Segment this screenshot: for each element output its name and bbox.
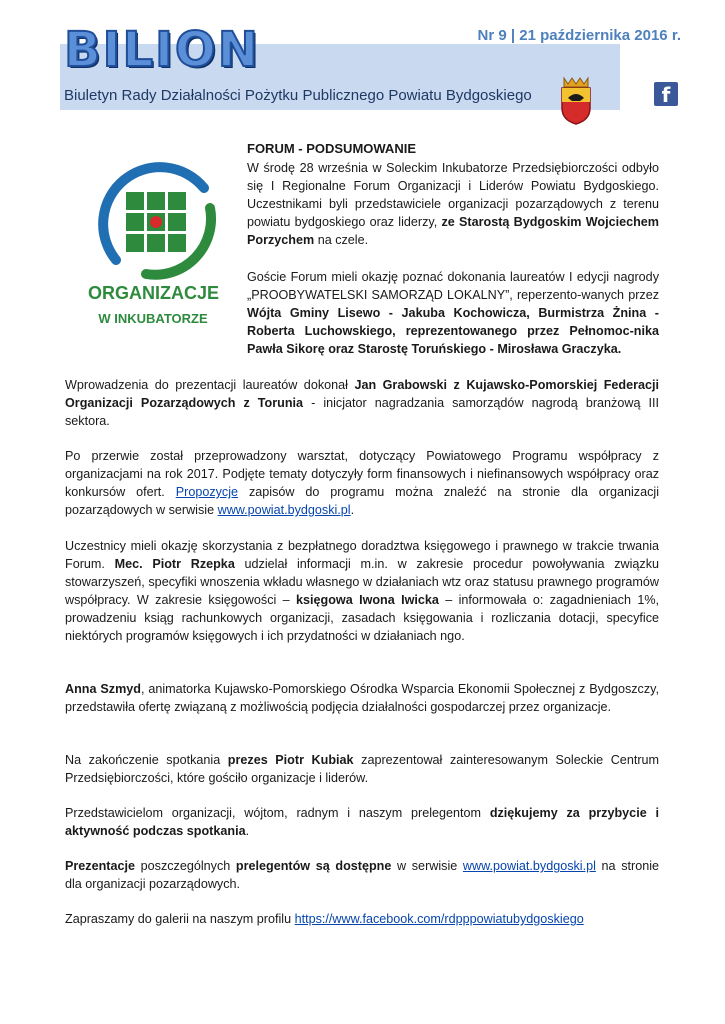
powiat-website-link-2[interactable]: www.powiat.bydgoski.pl bbox=[462, 859, 596, 873]
facebook-profile-link[interactable]: https://www.facebook.com/rdpppowiatubydgoskiego bbox=[294, 912, 584, 926]
paragraph-workshop: Po przerwie został przeprowadzony warsztat, dotyczący Powiatowego Programu współpracy z organizacjami na rok 2017. Podjęte tematy dotyczyły form finansowych i niefinansowych współpracy oraz konkursów ofert. Propozycje zapisów do programu można znaleźć na stronie dla organizacji pozarządowych w serwisie www.powiat.bydgoski.pl. bbox=[65, 449, 659, 517]
paragraph-thanks: Przedstawicielom organizacji, wójtom, radnym i naszym prelegentom dziękujemy za przybycie i aktywność podczas spotkania. bbox=[65, 806, 659, 838]
paragraph-forum-intro: W środę 28 września w Soleckim Inkubatorze Przedsiębiorczości odbyło się I Regionalne Forum Organizacji i Liderów Powiatu Bydgoskiego. Uczestnikami byli przedstawiciele organizacji pozarządowych z terenu powiatu bydgoskiego oraz liderzy, ze Starostą Bydgoskim Wojciechem Porzychem na czele. bbox=[247, 161, 659, 247]
paragraph-advisory: Uczestnicy mieli okazję skorzystania z bezpłatnego doradztwa księgowego i prawnego w trakcie trwania Forum. Mec. Piotr Rzepka udzielał informacji m.in. w zakresie procedur powoływania związku stowarzyszeń, specyfiki wnoszenia wkładu własnego w działaniach wtz oraz statusu prawnego programów współpracy. W zakresie księgowości – księgowa Iwona Iwicka – informowała o: zagadnieniach 1%, prowadzeniu ksiąg rachunkowych organizacji, zasadach księgowania i rozliczania dotacji, specyfice niektórych programów księgowych i ich przydatności w działaniach ngo. bbox=[65, 539, 660, 643]
paragraph-gallery: Zapraszamy do galerii na naszym profilu https://www.facebook.com/rdpppowiatubydgoskiego bbox=[65, 912, 584, 926]
paragraph-anna-szmyd: Anna Szmyd, animatorka Kujawsko-Pomorskiego Ośrodka Wsparcia Ekonomii Społecznej z Bydgoszczy, przedstawiła ofertę związaną z możliwością podjęcia działalności gospodarczej przez organizacje. bbox=[65, 682, 659, 714]
facebook-icon[interactable]: f bbox=[654, 82, 678, 106]
organizacje-logo-icon bbox=[86, 150, 226, 290]
paragraph-closing: Na zakończenie spotkania prezes Piotr Kubiak zaprezentował zainteresowanym Soleckie Centrum Przedsiębiorczości, które gościło organizacje i liderów. bbox=[65, 753, 660, 785]
bulletin-subtitle: Biuletyn Rady Działalności Pożytku Publicznego Powiatu Bydgoskiego bbox=[64, 87, 532, 104]
brand-title: BILION bbox=[64, 22, 260, 78]
paragraph-introduction: Wprowadzenia do prezentacji laureatów dokonał Jan Grabowski z Kujawsko-Pomorskiej Federacji Organizacji Pozarządowych z Torunia - inicjator nagradzania samorządów nagrodą branżową III sektora. bbox=[65, 378, 659, 428]
paragraph-laureates: Goście Forum mieli okazję poznać dokonania laureatów I edycji nagrody „PROOBYWATELSKI SAMORZĄD LOKALNY”, reperzento-wanych przez Wójta Gminy Lisewo - Jakuba Kochowicza, Burmistrza Żnina - Roberta Luchowskiego, reprezentowanego przez Pełnomoc-nika Pawła Sikorę oraz Starostę Toruńskiego - Mirosława Graczyka. bbox=[247, 270, 659, 356]
logo-text-organizacje: ORGANIZACJE bbox=[88, 283, 220, 303]
issue-number-date: Nr 9 | 21 października 2016 r. bbox=[477, 27, 681, 44]
article-title: FORUM - PODSUMOWANIE bbox=[247, 141, 416, 156]
logo-text-inkubator: W INKUBATORZE bbox=[98, 311, 208, 326]
propozycje-link[interactable]: Propozycje bbox=[175, 485, 239, 499]
paragraph-presentations: Prezentacje poszczególnych prelegentów są dostępne w serwisie www.powiat.bydgoski.pl na stronie dla organizacji pozarządowych. bbox=[65, 859, 660, 891]
powiat-website-link[interactable]: www.powiat.bydgoski.pl bbox=[217, 503, 351, 517]
coat-of-arms-icon bbox=[556, 74, 596, 126]
